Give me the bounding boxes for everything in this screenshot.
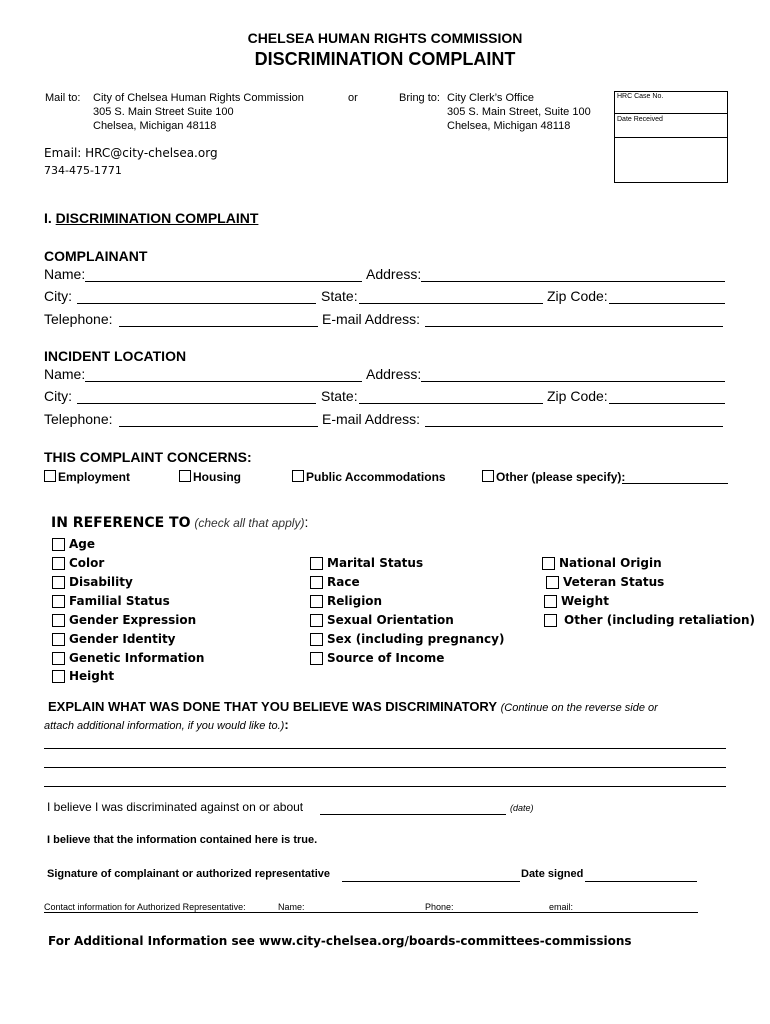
- bring-line1: City Clerk’s Office: [447, 92, 535, 104]
- gender-expression-label: Gender Expression: [69, 613, 197, 627]
- incident-city-label: City:: [44, 388, 72, 404]
- rep-name-label: Name:: [278, 902, 305, 912]
- bring-line3: Chelsea, Michigan 48118: [447, 120, 571, 132]
- explain-line-3[interactable]: [44, 786, 726, 787]
- national-origin-checkbox[interactable]: [542, 557, 555, 570]
- bring-line2: 305 S. Main Street, Suite 100: [447, 106, 591, 118]
- employment-checkbox[interactable]: [44, 470, 56, 482]
- veteran-status-checkbox[interactable]: [546, 576, 559, 589]
- veteran-status-label: Veteran Status: [563, 575, 665, 589]
- true-statement: I believe that the information contained here is true.: [47, 834, 318, 846]
- discrimination-date-field[interactable]: [320, 814, 506, 815]
- height-label: Height: [69, 669, 115, 683]
- complainant-email-field[interactable]: [425, 326, 723, 327]
- sexual-orientation-label: Sexual Orientation: [327, 613, 454, 627]
- color-label: Color: [69, 556, 105, 570]
- complainant-state-label: State:: [321, 288, 358, 304]
- rep-contact-line[interactable]: [44, 912, 698, 913]
- incident-state-field[interactable]: [359, 403, 543, 404]
- complainant-city-label: City:: [44, 288, 72, 304]
- complainant-name-field[interactable]: [85, 281, 362, 282]
- incident-telephone-field[interactable]: [119, 426, 318, 427]
- race-label: Race: [327, 575, 360, 589]
- date-received-label: Date Received: [617, 116, 663, 123]
- color-checkbox[interactable]: [52, 557, 65, 570]
- explain-heading: EXPLAIN WHAT WAS DONE THAT YOU BELIEVE WAS DISCRIMINATORY (Continue on the reverse side or: [48, 699, 658, 714]
- incident-telephone-label: Telephone:: [44, 411, 113, 427]
- mail-line1: City of Chelsea Human Rights Commission: [93, 92, 304, 104]
- familial-status-label: Familial Status: [69, 594, 170, 608]
- other-concern-checkbox[interactable]: [482, 470, 494, 482]
- incident-address-field[interactable]: [421, 381, 725, 382]
- page-title: DISCRIMINATION COMPLAINT: [254, 49, 516, 69]
- complainant-email-label: E-mail Address:: [322, 311, 421, 327]
- incident-state-label: State:: [321, 388, 358, 404]
- disability-checkbox[interactable]: [52, 576, 65, 589]
- section-title: I. DISCRIMINATION COMPLAINT: [44, 210, 259, 226]
- complainant-telephone-label: Telephone:: [44, 311, 113, 327]
- complainant-address-field[interactable]: [421, 281, 725, 282]
- signature-label: Signature of complainant or authorized representative: [47, 868, 330, 880]
- complainant-city-field[interactable]: [77, 303, 316, 304]
- other-retaliation-checkbox[interactable]: [544, 614, 557, 627]
- genetic-information-checkbox[interactable]: [52, 652, 65, 665]
- incident-name-label: Name:: [44, 366, 86, 382]
- other-concern-label: Other (please specify):: [496, 470, 626, 484]
- rep-phone-label: Phone:: [425, 902, 454, 912]
- public-accommodations-label: Public Accommodations: [306, 470, 446, 484]
- concerns-heading: THIS COMPLAINT CONCERNS:: [44, 449, 252, 465]
- public-accommodations-checkbox[interactable]: [292, 470, 304, 482]
- mail-or: or: [348, 92, 358, 104]
- source-of-income-label: Source of Income: [327, 651, 445, 665]
- incident-city-field[interactable]: [77, 403, 316, 404]
- marital-status-checkbox[interactable]: [310, 557, 323, 570]
- contact-phone: 734-475-1771: [44, 164, 122, 177]
- age-checkbox[interactable]: [52, 538, 65, 551]
- sex-checkbox[interactable]: [310, 633, 323, 646]
- complainant-telephone-field[interactable]: [119, 326, 318, 327]
- employment-label: Employment: [58, 470, 131, 484]
- marital-status-label: Marital Status: [327, 556, 424, 570]
- religion-checkbox[interactable]: [310, 595, 323, 608]
- familial-status-checkbox[interactable]: [52, 595, 65, 608]
- incident-email-field[interactable]: [425, 426, 723, 427]
- race-checkbox[interactable]: [310, 576, 323, 589]
- height-checkbox[interactable]: [52, 670, 65, 683]
- gender-expression-checkbox[interactable]: [52, 614, 65, 627]
- rep-email-label: email:: [549, 902, 574, 912]
- incident-zip-label: Zip Code:: [547, 388, 608, 404]
- incident-zip-field[interactable]: [609, 403, 725, 404]
- bring-label: Bring to:: [399, 92, 440, 104]
- mail-line2: 305 S. Main Street Suite 100: [93, 106, 234, 118]
- other-retaliation-label: Other (including retaliation): [564, 613, 755, 627]
- complainant-state-field[interactable]: [359, 303, 543, 304]
- explain-line-1[interactable]: [44, 748, 726, 749]
- religion-label: Religion: [327, 594, 383, 608]
- gender-identity-checkbox[interactable]: [52, 633, 65, 646]
- mail-line3: Chelsea, Michigan 48118: [93, 120, 217, 132]
- other-concern-field[interactable]: [622, 483, 728, 484]
- mail-label: Mail to:: [45, 92, 81, 104]
- footer-info: For Additional Information see www.city-chelsea.org/boards-committees-commissions: [48, 934, 632, 948]
- complainant-address-label: Address:: [366, 266, 422, 282]
- explain-note: attach additional information, if you would like to.):: [44, 717, 289, 732]
- complainant-zip-label: Zip Code:: [547, 288, 608, 304]
- weight-label: Weight: [561, 594, 609, 608]
- disability-label: Disability: [69, 575, 133, 589]
- contact-email: Email: HRC@city-chelsea.org: [44, 146, 218, 160]
- explain-line-2[interactable]: [44, 767, 726, 768]
- complainant-zip-field[interactable]: [609, 303, 725, 304]
- reference-heading: IN REFERENCE TO (check all that apply):: [51, 514, 309, 531]
- age-label: Age: [69, 537, 96, 551]
- weight-checkbox[interactable]: [544, 595, 557, 608]
- rep-contact-label: Contact information for Authorized Representative:: [44, 902, 246, 912]
- incident-address-label: Address:: [366, 366, 422, 382]
- complainant-heading: COMPLAINANT: [44, 248, 148, 264]
- genetic-information-label: Genetic Information: [69, 651, 205, 665]
- housing-label: Housing: [193, 470, 241, 484]
- gender-identity-label: Gender Identity: [69, 632, 176, 646]
- incident-email-label: E-mail Address:: [322, 411, 421, 427]
- case-number-label: HRC Case No.: [617, 93, 664, 100]
- signature-field[interactable]: [342, 881, 520, 882]
- org-name: CHELSEA HUMAN RIGHTS COMMISSION: [247, 30, 523, 46]
- complainant-name-label: Name:: [44, 266, 86, 282]
- incident-name-field[interactable]: [85, 381, 362, 382]
- national-origin-label: National Origin: [559, 556, 662, 570]
- source-of-income-checkbox[interactable]: [310, 652, 323, 665]
- date-hint: (date): [510, 803, 534, 813]
- incident-heading: INCIDENT LOCATION: [44, 348, 187, 364]
- office-use-box: [614, 91, 728, 183]
- date-signed-label: Date signed: [521, 868, 584, 880]
- housing-checkbox[interactable]: [179, 470, 191, 482]
- discrimination-date-label: I believe I was discriminated against on or about: [47, 800, 304, 814]
- date-signed-field[interactable]: [585, 881, 697, 882]
- sexual-orientation-checkbox[interactable]: [310, 614, 323, 627]
- sex-label: Sex (including pregnancy): [327, 632, 505, 646]
